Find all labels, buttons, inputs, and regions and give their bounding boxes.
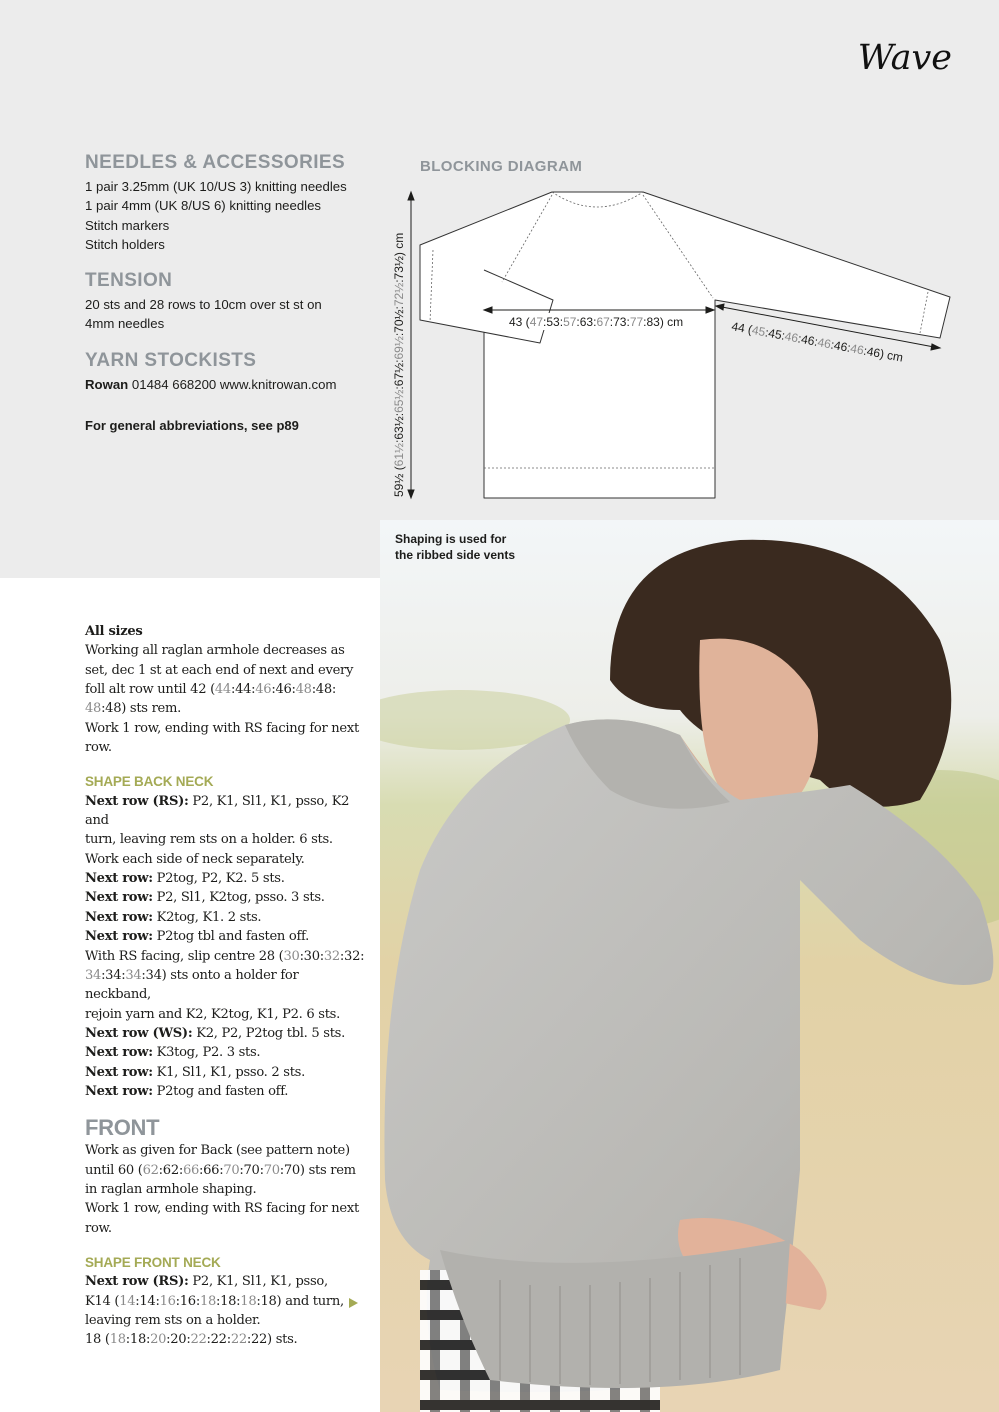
pattern-line: leaving rem sts on a holder. bbox=[85, 1313, 261, 1328]
pattern-line: Next row (RS): P2, K1, Sl1, K1, psso, bbox=[85, 1274, 328, 1290]
abbreviations-note: For general abbreviations, see p89 bbox=[85, 418, 299, 434]
all-sizes-heading: All sizes bbox=[85, 624, 143, 639]
yarn-heading: YARN STOCKISTS bbox=[85, 349, 257, 371]
pattern-line: Working all raglan armhole decreases as bbox=[85, 643, 345, 659]
length-measurement: 59½ (61½:63½:65½:67½:69½:70½:72½:73½) cm bbox=[392, 232, 406, 497]
pattern-line: 48:48) sts rem. bbox=[85, 701, 181, 717]
shape-back-neck-heading: SHAPE BACK NECK bbox=[85, 774, 214, 790]
yarn-brand: Rowan bbox=[85, 376, 129, 392]
needles-item: 1 pair 4mm (UK 8/US 6) knitting needles bbox=[85, 198, 322, 214]
continue-arrow-icon bbox=[349, 1298, 358, 1308]
pattern-line: row. bbox=[85, 1220, 112, 1236]
pattern-line: Work 1 row, ending with RS facing for next bbox=[85, 1201, 359, 1217]
pattern-line: Next row: K3tog, P2. 3 sts. bbox=[85, 1045, 261, 1061]
pattern-line: Next row (WS): K2, P2, P2tog tbl. 5 sts. bbox=[85, 1025, 345, 1041]
needles-item: Stitch markers bbox=[85, 217, 170, 233]
pattern-line: Next row: K1, Sl1, K1, psso. 2 sts. bbox=[85, 1064, 305, 1080]
pattern-line: Next row: P2, Sl1, K2tog, psso. 3 sts. bbox=[85, 890, 325, 906]
pattern-instructions bbox=[85, 622, 365, 1350]
arrow-head bbox=[931, 344, 940, 350]
chest-measurement: 43 (47:53:57:63:67:73:77:83) cm bbox=[509, 315, 684, 329]
diagram-title: BLOCKING DIAGRAM bbox=[420, 158, 583, 175]
yarn-contact: 01484 668200 www.knitrowan.com bbox=[131, 376, 337, 392]
sleeve-measurement: 44 (45:45:46:46:46:46:46:46) cm bbox=[730, 319, 905, 365]
needles-item: Stitch holders bbox=[85, 236, 165, 252]
needles-heading: NEEDLES & ACCESSORIES bbox=[85, 152, 346, 173]
pattern-line: Work as given for Back (see pattern note) bbox=[85, 1143, 350, 1159]
page-title: Wave bbox=[857, 38, 952, 78]
pattern-line: in raglan armhole shaping. bbox=[85, 1181, 257, 1197]
shape-front-neck-heading: SHAPE FRONT NECK bbox=[85, 1254, 221, 1270]
arrow-head bbox=[716, 304, 724, 310]
tension-line: 4mm needles bbox=[85, 316, 165, 332]
pattern-line: set, dec 1 st at each end of next and every bbox=[85, 662, 354, 678]
pattern-line: until 60 (62:62:66:66:70:70:70:70) sts rem bbox=[85, 1162, 356, 1178]
front-heading: FRONT bbox=[85, 1115, 160, 1141]
pattern-line: rejoin yarn and K2, K2tog, K1, P2. 6 sts. bbox=[85, 1006, 340, 1022]
tension-heading: TENSION bbox=[85, 270, 173, 292]
photo-caption: Shaping is used for the ribbed side vents bbox=[395, 532, 516, 562]
pattern-line: K14 (14:14:16:16:18:18:18:18) and turn, bbox=[85, 1293, 344, 1309]
pattern-line: Next row: P2tog and fasten off. bbox=[85, 1083, 289, 1099]
arrow-head bbox=[408, 192, 414, 200]
pattern-line: Next row (RS): P2, K1, Sl1, K1, psso, K2 and bbox=[85, 793, 350, 829]
pattern-line: foll alt row until 42 (44:44:46:46:48:48: bbox=[85, 682, 336, 698]
needles-item: 1 pair 3.25mm (UK 10/US 3) knitting needles bbox=[85, 179, 347, 194]
pattern-line: turn, leaving rem sts on a holder. 6 sts. bbox=[85, 832, 333, 848]
blocking-diagram bbox=[385, 180, 960, 505]
pattern-line: With RS facing, slip centre 28 (30:30:32:32: bbox=[85, 948, 365, 964]
arrow-head bbox=[408, 490, 414, 498]
pattern-line: 34:34:34:34) sts onto a holder for neckband, bbox=[85, 967, 299, 1003]
pattern-line: 18 (18:18:20:20:22:22:22:22) sts. bbox=[85, 1332, 298, 1348]
model-photo bbox=[380, 520, 999, 1412]
tension-line: 20 sts and 28 rows to 10cm over st st on bbox=[85, 297, 322, 313]
pattern-line: Work 1 row, ending with RS facing for next bbox=[85, 720, 359, 736]
pattern-line: Work each side of neck separately. bbox=[85, 851, 305, 867]
pattern-line: row. bbox=[85, 740, 112, 756]
pattern-line: Next row: P2tog tbl and fasten off. bbox=[85, 929, 309, 945]
yarn-stockist bbox=[85, 375, 375, 394]
materials-column bbox=[85, 152, 375, 433]
pattern-line: Next row: K2tog, K1. 2 sts. bbox=[85, 909, 262, 925]
pattern-line: Next row: P2tog, P2, K2. 5 sts. bbox=[85, 871, 285, 887]
